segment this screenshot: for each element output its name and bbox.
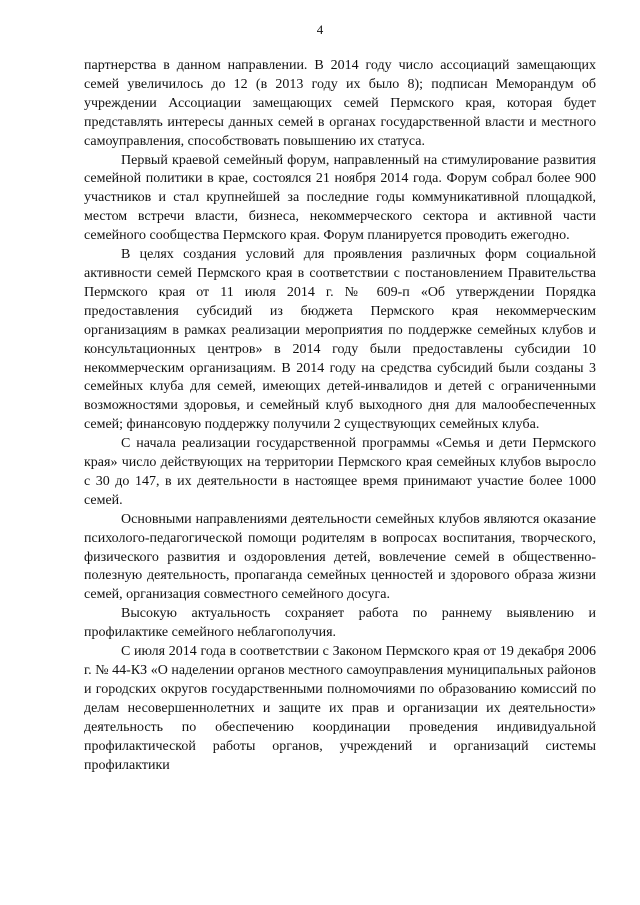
document-body xyxy=(84,57,596,775)
page-number: 4 xyxy=(316,22,324,37)
paragraph-family-forum: Первый краевой семейный форум, направленный на стимулирование развития семейной политики в крае, состоялся 21 ноября 2014 года. Форум собрал более 900 участников и стал крупнейшей за последние годы коммуникативной площадкой, местом встречи власти, бизнеса, некоммерческого сектора и активной части семейного сообщества Пермского края. Форум планируется проводить ежегодно. xyxy=(84,152,596,244)
paragraph-subsidies: В целях создания условий для проявления различных форм социальной активности семей Пермского края в соответствии с постановлением Правительства Пермского края от 11 июля 2014 г. № 609-п «Об утверждении Порядка предоставления субсидий из бюджета Пермского края некоммерческим организациям в рамках реализации мероприятия по поддержке семейных клубов и консультационных центров» в 2014 году были предоставлены субсидии 10 некоммерческим организациям. В 2014 году на средства субсидий были созданы 3 семейных клуба для семей, имеющих детей-инвалидов и детей с ограниченными возможностями здоровья, и семейный клуб выходного дня для малообеспеченных семей; финансовую поддержку получили 2 существующих семейных клуба. xyxy=(84,247,596,433)
paragraph-law-july-2014: С июля 2014 года в соответствии с Законом Пермского края от 19 декабря 2006 г. № 44-КЗ «О наделении органов местного самоуправления муниципальных районов и городских округов государственными полномочиями по образованию комиссий по делам несовершеннолетних и защите их прав и организации их деятельности» деятельность по обеспечению координации проведения индивидуальной профилактической работы органов, учреждений и организаций системы профилактики xyxy=(84,644,596,773)
paragraph-family-clubs-growth: С начала реализации государственной программы «Семья и дети Пермского края» число действующих на территории Пермского края семейных клубов выросло с 30 до 147, в их деятельности в настоящее время принимают участие более 1000 семей. xyxy=(84,436,596,508)
paragraph-club-directions: Основными направлениями деятельности семейных клубов являются оказание психолого-педагогической помощи родителям в вопросах воспитания, творческого, физического развития и оздоровления детей, вовлечение семей в общественно-полезную деятельность, пропаганда семейных ценностей и здорового образа жизни семей, организация совместного семейного досуга. xyxy=(84,511,596,603)
paragraph-prevention: Высокую актуальность сохраняет работа по раннему выявлению и профилактике семейного неблагополучия. xyxy=(84,606,596,641)
paragraph-associations: партнерства в данном направлении. В 2014 году число ассоциаций замещающих семей увеличилось до 12 (в 2013 году их было 8); подписан Меморандум об учреждении Ассоциации замещающих семей Пермского края, которая будет представлять интересы данных семей в органах государственной власти и местного самоуправления, способствовать повышению их статуса. xyxy=(84,58,596,149)
